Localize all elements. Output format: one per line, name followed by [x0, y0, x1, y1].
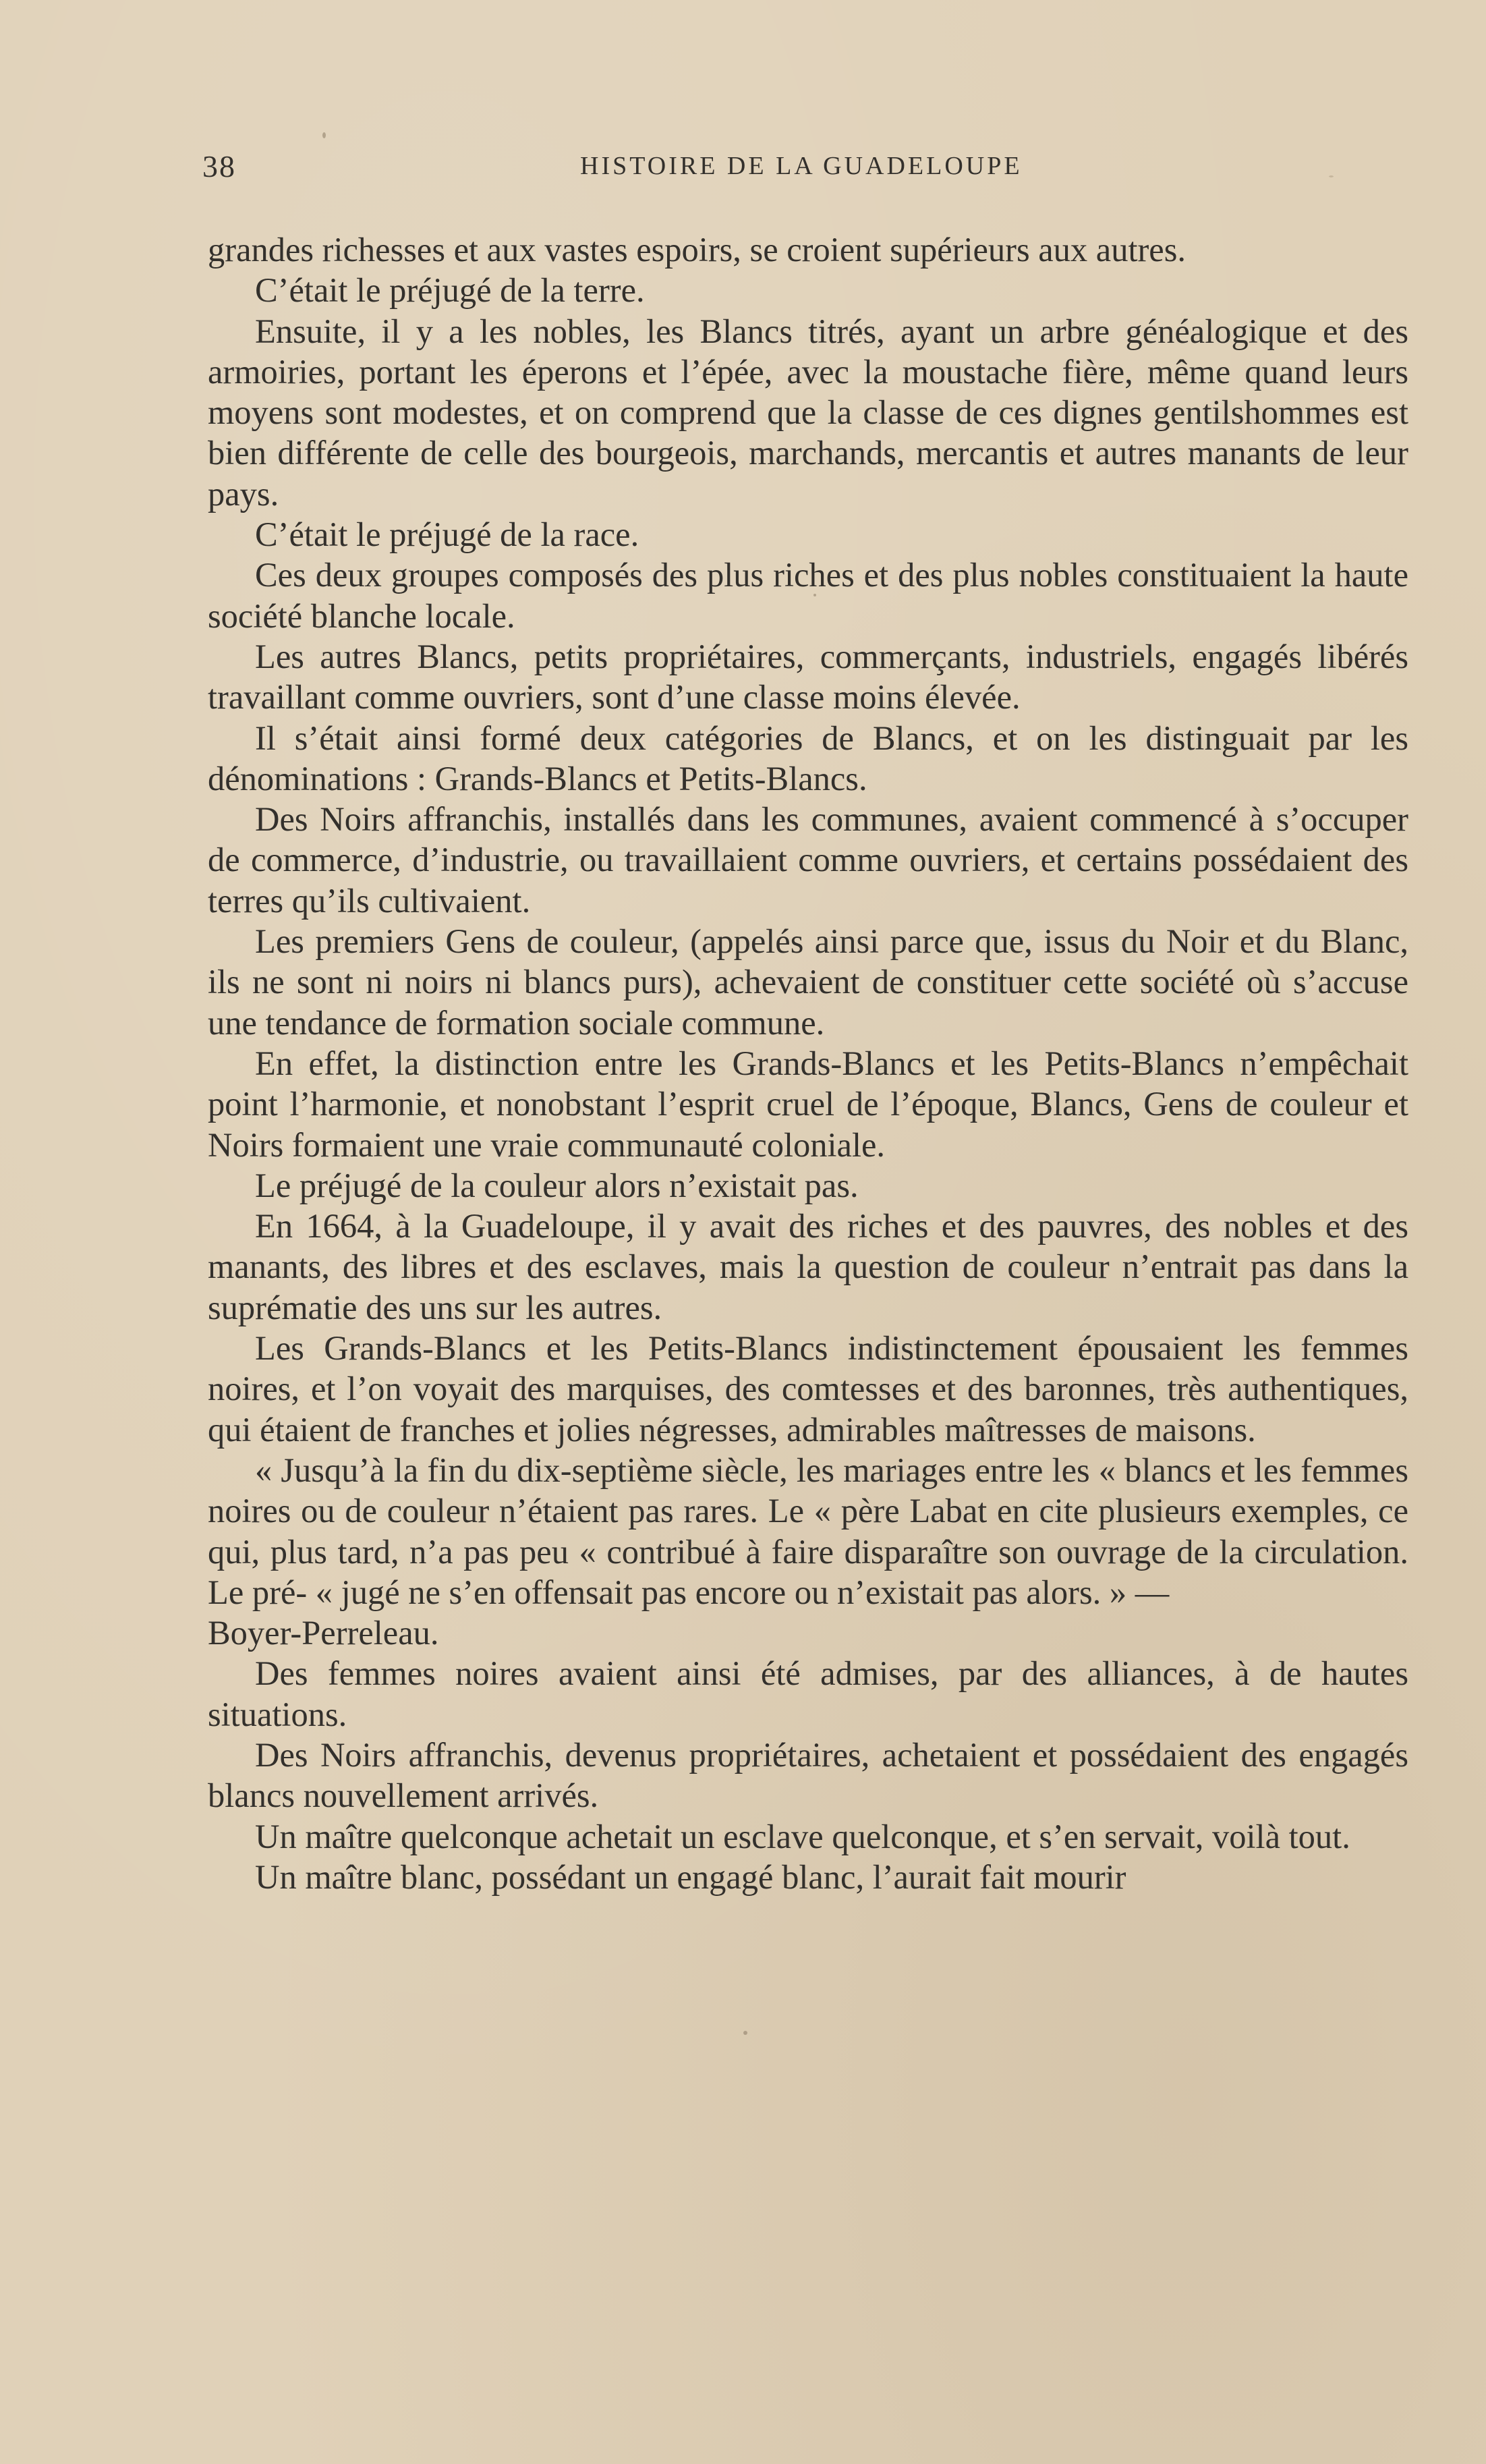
- paragraph: Ces deux groupes composés des plus riches et des plus nobles constituaient la haute société blanche locale.: [208, 556, 1408, 635]
- paragraph: C’était le préjugé de la race.: [255, 515, 639, 554]
- paragraph: C’était le préjugé de la terre.: [255, 271, 645, 310]
- quotation-attribution: Boyer-Perreleau.: [208, 1614, 439, 1652]
- quotation: « Jusqu’à la fin du dix-septième siècle, les mariages entre les « blancs et les femmes noires ou de couleur n’étaient pas rares. Le « père Labat en cite plusieurs exemples, ce qui, plus tard, n’a pas peu « contribué à faire disparaître son ouvrage de la circulation. Le pré- « jugé ne s’en offensait pas encore ou n’existait pas alors. » —: [208, 1451, 1408, 1611]
- paragraph: Des Noirs affranchis, devenus propriétaires, achetaient et possédaient des engagés blancs nouvellement arrivés.: [208, 1735, 1408, 1815]
- paragraph: Les Grands-Blancs et les Petits-Blancs indistinctement épousaient les femmes noires, et l’on voyait des marquises, des comtesses et des baronnes, très authentiques, qui étaient de franches et jolies négresses, admirables maîtresses de maisons.: [208, 1329, 1408, 1449]
- paper-speck: [813, 594, 816, 596]
- paragraph: Le préjugé de la couleur alors n’existait pas.: [255, 1166, 859, 1204]
- paper-speck: [1329, 175, 1334, 177]
- paragraph: Il s’était ainsi formé deux catégories de Blancs, et on les distinguait par les dénominations : Grands-Blancs et Petits-Blancs.: [208, 719, 1408, 797]
- paragraph: Des femmes noires avaient ainsi été admises, par des alliances, à de hautes situations.: [208, 1654, 1408, 1733]
- paragraph: grandes richesses et aux vastes espoirs, se croient supérieurs aux autres.: [208, 231, 1187, 269]
- paragraph: Un maître quelconque achetait un esclave quelconque, et s’en servait, voilà tout.: [255, 1817, 1350, 1855]
- paragraph: En 1664, à la Guadeloupe, il y avait des riches et des pauvres, des nobles et des manants, des libres et des esclaves, mais la question de couleur n’entrait pas dans la suprématie des uns sur les autres.: [208, 1207, 1408, 1326]
- page-header: [202, 148, 1214, 196]
- paper-speck: [322, 132, 326, 138]
- paragraph: En effet, la distinction entre les Grands-Blancs et les Petits-Blancs n’empêchait point l’harmonie, et nonobstant l’esprit cruel de l’époque, Blancs, Gens de couleur et Noirs formaient une vraie communauté coloniale.: [208, 1044, 1408, 1164]
- page-number: 38: [202, 149, 236, 184]
- paragraph: Des Noirs affranchis, installés dans les communes, avaient commencé à s’occuper de commerce, d’industrie, ou travaillaient comme ouvriers, et certains possédaient des terres qu’ils cultivaient.: [208, 800, 1408, 920]
- running-title: HISTOIRE DE LA GUADELOUPE: [580, 152, 1023, 180]
- paragraph: Ensuite, il y a les nobles, les Blancs titrés, ayant un arbre généalogique et des armoiries, portant les éperons et l’épée, avec la moustache fière, même quand leurs moyens sont modestes, et on comprend que la classe de ces dignes gentilshommes est bien différente de celle des bourgeois, marchands, mercantis et autres manants de leur pays.: [208, 312, 1408, 513]
- paragraph: Un maître blanc, possédant un engagé blanc, l’aurait fait mourir: [255, 1857, 1126, 1896]
- paragraph: Les autres Blancs, petits propriétaires, commerçants, industriels, engagés libérés travaillant comme ouvriers, sont d’une classe moins élevée.: [208, 637, 1408, 717]
- body-text: [208, 229, 1408, 1897]
- paper-speck: [743, 2031, 747, 2035]
- paragraph: Les premiers Gens de couleur, (appelés ainsi parce que, issus du Noir et du Blanc, ils ne sont ni noirs ni blancs purs), achevaient de constituer cette société où s’accuse une tendance de formation sociale commune.: [208, 922, 1408, 1042]
